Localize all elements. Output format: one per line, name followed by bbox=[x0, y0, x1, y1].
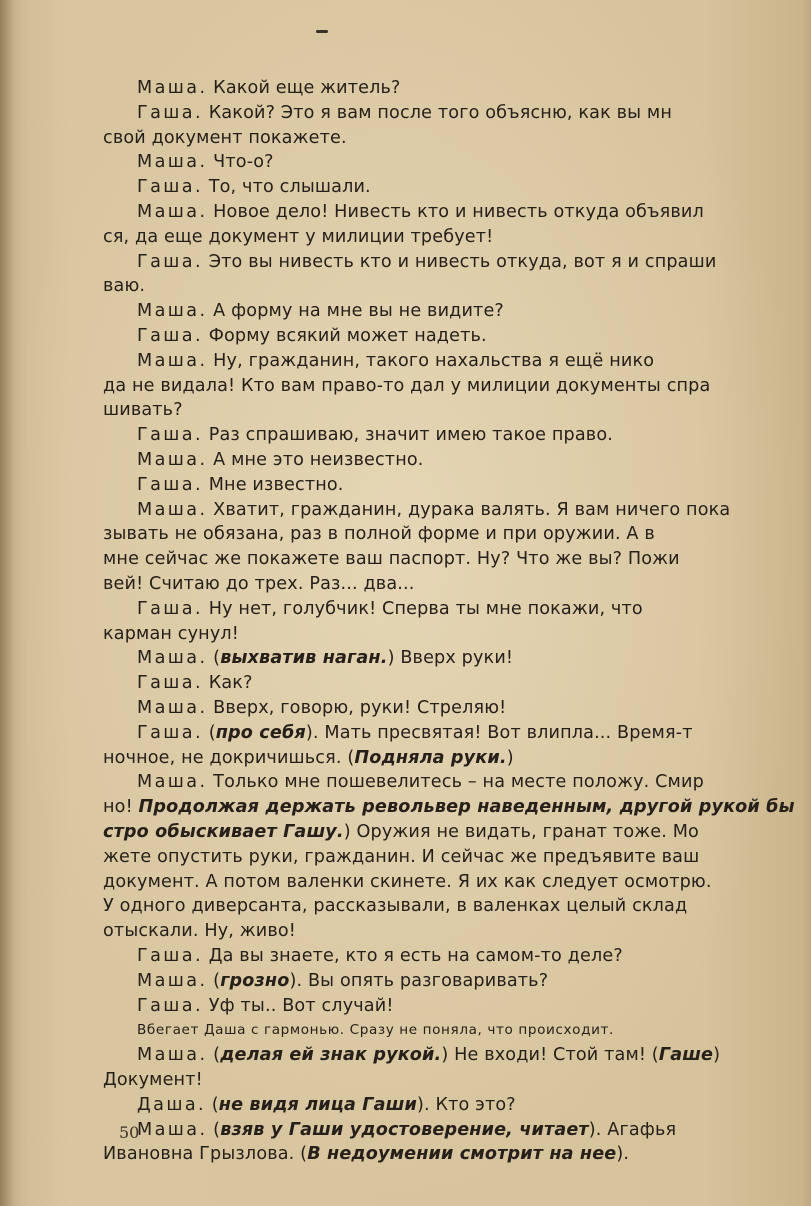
dialogue-line bbox=[137, 1093, 516, 1117]
speech: Мне известно. bbox=[202, 474, 344, 495]
speech: А форму на мне вы не видите? bbox=[207, 301, 504, 322]
speech: Как? bbox=[202, 673, 253, 694]
speech: ( bbox=[202, 722, 216, 743]
dialogue-line bbox=[103, 845, 699, 869]
speaker-name: Гаша. bbox=[137, 474, 203, 495]
dialogue-line bbox=[137, 994, 394, 1018]
speech: Что-о? bbox=[207, 152, 274, 173]
speech: Вверх, говорю, руки! Стреляю! bbox=[207, 698, 507, 718]
speaker-name: Маша. bbox=[137, 499, 208, 520]
speech: Хватит, гражданин, дурака валять. Я вам ничего пока bbox=[207, 499, 731, 520]
speech: Какой еще житель? bbox=[207, 78, 401, 98]
dialogue-line bbox=[103, 547, 680, 571]
stage-direction: Гаше bbox=[658, 1045, 714, 1066]
speaker-name: Гаша. bbox=[137, 598, 203, 619]
dialogue-line bbox=[137, 175, 371, 199]
stage-direction: про себя bbox=[215, 722, 306, 743]
speaker-name: Гаша. bbox=[137, 177, 203, 198]
speaker-name: Маша. bbox=[137, 450, 208, 470]
speech: ) bbox=[506, 747, 514, 768]
stage-direction: взяв у Гаши удостоверение, читает bbox=[220, 1119, 589, 1140]
stage-direction: грозно bbox=[220, 970, 290, 991]
speech: ( bbox=[206, 1094, 219, 1115]
dialogue-line bbox=[137, 324, 487, 348]
speech: Это вы нивесть кто и нивесть откуда, вот я и спраши bbox=[202, 251, 717, 272]
dialogue-line bbox=[103, 894, 687, 918]
stage-direction-line bbox=[137, 1018, 614, 1042]
dialogue-line bbox=[103, 919, 296, 943]
speech: зывать не обязана, раз в полной форме и при оружии. А в bbox=[103, 524, 655, 545]
speaker-name: Маша. bbox=[137, 970, 208, 991]
dialogue-line bbox=[137, 299, 504, 323]
speech: ). bbox=[616, 1144, 630, 1165]
speech: Документ! bbox=[103, 1070, 203, 1090]
dialogue-line bbox=[137, 770, 704, 794]
dialogue-line bbox=[103, 622, 239, 646]
speaker-name: Гаша. bbox=[137, 102, 203, 123]
speech: Какой? Это я вам после того объясню, как вы мн bbox=[202, 102, 673, 123]
speech: Ну нет, голубчик! Сперва ты мне покажи, что bbox=[202, 598, 643, 619]
dialogue-line bbox=[137, 721, 693, 745]
print-mark bbox=[316, 30, 328, 33]
speaker-name: Маша. bbox=[137, 772, 208, 793]
speech: Ивановна Грызлова. ( bbox=[103, 1144, 308, 1165]
speech: ( bbox=[207, 970, 221, 991]
speaker-name: Маша. bbox=[137, 1045, 208, 1066]
speaker-name: Гаша. bbox=[137, 995, 203, 1016]
speaker-name: Маша. bbox=[137, 202, 208, 222]
speech: отыскали. Ну, живо! bbox=[103, 921, 296, 942]
speech: Да вы знаете, кто я есть на самом-то деле? bbox=[202, 946, 623, 966]
dialogue-line bbox=[103, 374, 710, 398]
speech: Ну, гражданин, такого нахальства я ещё нико bbox=[207, 350, 655, 371]
speech: ) Не входи! Стой там! ( bbox=[441, 1045, 659, 1066]
dialogue-line bbox=[137, 646, 513, 670]
speech: Форму всякий может надеть. bbox=[202, 326, 487, 346]
speech: ) bbox=[713, 1045, 721, 1066]
dialogue-line bbox=[103, 795, 795, 819]
speech: ). Мать пресвятая! Вот влипла... Время-т bbox=[305, 722, 693, 743]
dialogue-line bbox=[137, 200, 704, 224]
dialogue-line bbox=[137, 423, 613, 447]
dialogue-line bbox=[103, 1142, 629, 1166]
speech: А мне это неизвестно. bbox=[207, 450, 424, 470]
dialogue-line bbox=[137, 597, 643, 621]
stage-direction: В недоумении смотрит на нее bbox=[307, 1144, 617, 1165]
dialogue-line bbox=[137, 969, 548, 993]
speech: Только мне пошевелитесь – на месте положу. Смир bbox=[207, 772, 704, 793]
speaker-name: Гаша. bbox=[137, 326, 203, 346]
dialogue-line bbox=[103, 274, 145, 298]
dialogue-line bbox=[103, 225, 493, 249]
speech: но! bbox=[103, 797, 139, 818]
dialogue-line bbox=[103, 126, 347, 150]
speech: ( bbox=[207, 648, 221, 669]
dialogue-line bbox=[137, 101, 672, 125]
stage-direction: Вбегает Даша с гармонью. Сразу не поняла, что происходит. bbox=[137, 1022, 614, 1039]
speech: ) Вверх руки! bbox=[387, 648, 514, 669]
speaker-name: Гаша. bbox=[137, 946, 203, 966]
page-number: 50 bbox=[119, 1123, 140, 1142]
stage-direction: выхватив наган. bbox=[220, 648, 388, 669]
speech: свой документ покажете. bbox=[103, 127, 347, 148]
speech: У одного диверсанта, рассказывали, в валенках целый склад bbox=[103, 896, 688, 917]
dialogue-line bbox=[137, 349, 654, 373]
dialogue-line bbox=[137, 76, 401, 100]
speech: Раз спрашиваю, значит имею такое право. bbox=[202, 425, 613, 446]
speech: Новое дело! Нивесть кто и нивесть откуда объявил bbox=[207, 202, 704, 222]
dialogue-line bbox=[137, 473, 344, 497]
dialogue-line bbox=[103, 572, 415, 596]
dialogue-line bbox=[103, 870, 712, 894]
stage-direction: Продолжая держать револьвер наведенным, другой рукой бы bbox=[138, 797, 795, 818]
dialogue-line bbox=[137, 1043, 720, 1067]
dialogue-line bbox=[103, 1068, 203, 1092]
speech: жете опустить руки, гражданин. И сейчас же предъявите ваш bbox=[103, 846, 700, 867]
stage-direction: стро обыскивает Гашу. bbox=[103, 822, 344, 842]
speaker-name: Гаша. bbox=[137, 722, 203, 743]
speech: ваю. bbox=[103, 276, 146, 297]
dialogue-line bbox=[137, 498, 730, 522]
speech: ). Вы опять разговаривать? bbox=[289, 970, 549, 991]
speaker-name: Гаша. bbox=[137, 251, 203, 272]
stage-direction: не видя лица Гаши bbox=[218, 1094, 417, 1115]
speech: ( bbox=[207, 1045, 221, 1066]
dialogue-line bbox=[137, 150, 274, 174]
speech: ся, да еще документ у милиции требует! bbox=[103, 226, 494, 247]
page-gutter-shadow bbox=[0, 0, 14, 1206]
dialogue-line bbox=[137, 1118, 676, 1142]
stage-direction: Подняла руки. bbox=[354, 747, 507, 768]
speaker-name: Маша. bbox=[137, 152, 208, 173]
dialogue-line bbox=[103, 746, 514, 770]
speaker-name: Маша. bbox=[137, 698, 208, 718]
dialogue-line bbox=[137, 448, 424, 472]
speech: да не видала! Кто вам право-то дал у милиции документы спра bbox=[103, 375, 711, 396]
dialogue-line bbox=[137, 944, 623, 968]
dialogue-line bbox=[103, 820, 699, 844]
dialogue-line bbox=[137, 696, 506, 720]
dialogue-line bbox=[137, 671, 253, 695]
dialogue-line bbox=[103, 398, 183, 422]
speech: мне сейчас же покажете ваш паспорт. Ну? Что же вы? Пожи bbox=[103, 549, 680, 570]
dialogue-line bbox=[137, 250, 716, 274]
speaker-name: Гаша. bbox=[137, 425, 203, 446]
speech: ночное, не докричишься. ( bbox=[103, 747, 355, 768]
speaker-name: Гаша. bbox=[137, 673, 203, 694]
speaker-name: Маша. bbox=[137, 350, 208, 371]
speech: документ. А потом валенки скинете. Я их как следует осмотрю. bbox=[103, 871, 712, 892]
speech: карман сунул! bbox=[103, 623, 239, 644]
speaker-name: Маша. bbox=[137, 301, 208, 322]
dialogue-line bbox=[103, 522, 655, 546]
speaker-name: Маша. bbox=[137, 1119, 208, 1140]
speech: шивать? bbox=[103, 400, 183, 421]
speech: ). Агафья bbox=[588, 1119, 677, 1140]
speech: ). Кто это? bbox=[416, 1094, 516, 1115]
speech: ( bbox=[207, 1119, 221, 1140]
speech: ) Оружия не видать, гранат тоже. Мо bbox=[343, 822, 699, 842]
speaker-name: Даша. bbox=[137, 1094, 206, 1115]
speaker-name: Маша. bbox=[137, 648, 208, 669]
speech: Уф ты.. Вот случай! bbox=[202, 995, 394, 1016]
speaker-name: Маша. bbox=[137, 78, 208, 98]
stage-direction: делая ей знак рукой. bbox=[220, 1045, 442, 1066]
speech: вей! Считаю до трех. Раз... два... bbox=[103, 574, 415, 594]
speech: То, что слышали. bbox=[202, 177, 371, 198]
